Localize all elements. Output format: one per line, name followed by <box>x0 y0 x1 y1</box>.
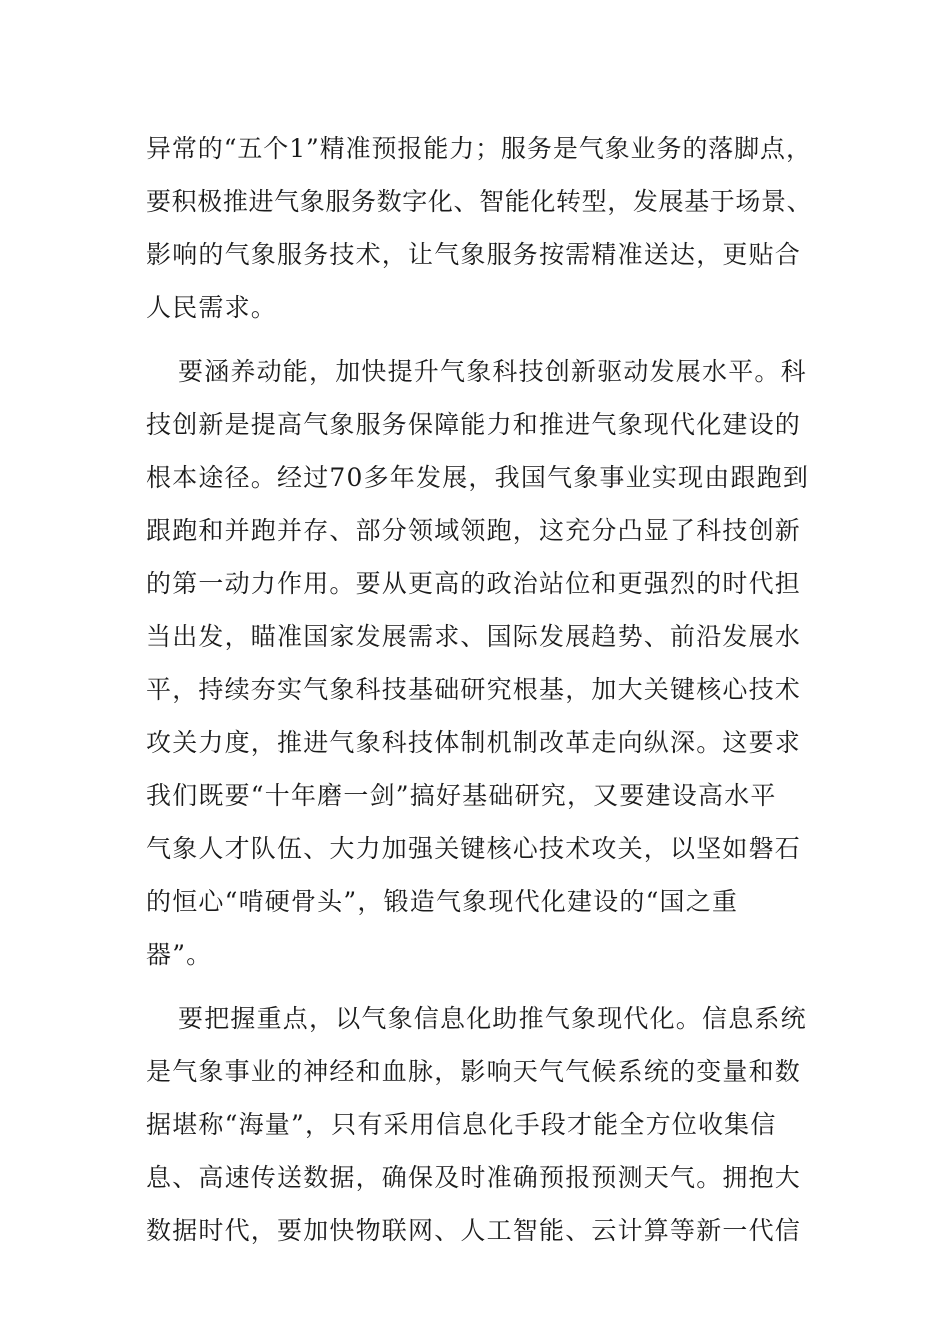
paragraph-2-line-12: 器”。 <box>146 940 213 969</box>
paragraph-2-line-1: 要涵养动能，加快提升气象科技创新驱动发展水平。科 <box>178 357 807 386</box>
paragraph-3-line-2: 是气象事业的神经和血脉，影响天气气候系统的变量和数 <box>146 1057 802 1086</box>
paragraph-2-line-11: 的恒心“啃硬骨头”，锻造气象现代化建设的“国之重 <box>146 887 739 916</box>
paragraph-2-line-9: 我们既要“十年磨一剑”搞好基础研究，又要建设高水平 <box>146 781 777 810</box>
paragraph-1-line-2: 要积极推进气象服务数字化、智能化转型，发展基于场景、 <box>146 187 813 216</box>
paragraph-3-line-4: 息、高速传送数据，确保及时准确预报预测天气。拥抱大 <box>146 1163 802 1192</box>
paragraph-2-line-10: 气象人才队伍、大力加强关键核心技术攻关，以坚如磐石 <box>146 834 802 863</box>
paragraph-2-line-7: 平，持续夯实气象科技基础研究根基，加大关键核心技术 <box>146 675 802 704</box>
paragraph-1-line-3: 影响的气象服务技术，让气象服务按需精准送达，更贴合 <box>146 240 802 269</box>
paragraph-2-line-2: 技创新是提高气象服务保障能力和推进气象现代化建设的 <box>146 410 802 439</box>
paragraph-1-line-4: 人民需求。 <box>146 293 278 322</box>
paragraph-2-line-6: 当出发，瞄准国家发展需求、国际发展趋势、前沿发展水 <box>146 622 802 651</box>
paragraph-3-line-5: 数据时代，要加快物联网、人工智能、云计算等新一代信 <box>146 1216 802 1245</box>
paragraph-3-line-3: 据堪称“海量”，只有采用信息化手段才能全方位收集信 <box>146 1110 777 1139</box>
paragraph-2-line-5: 的第一动力作用。要从更高的政治站位和更强烈的时代担 <box>146 569 802 598</box>
paragraph-3-line-1: 要把握重点，以气象信息化助推气象现代化。信息系统 <box>178 1004 807 1033</box>
paragraph-2-line-4: 跟跑和并跑并存、部分领域领跑，这充分凸显了科技创新 <box>146 516 802 545</box>
paragraph-2-line-8: 攻关力度，推进气象科技体制机制改革走向纵深。这要求 <box>146 728 802 757</box>
paragraph-2-line-3: 根本途径。经过70多年发展，我国气象事业实现由跟跑到 <box>146 463 810 492</box>
paragraph-1-line-1: 异常的“五个1”精准预报能力；服务是气象业务的落脚点， <box>146 134 812 163</box>
